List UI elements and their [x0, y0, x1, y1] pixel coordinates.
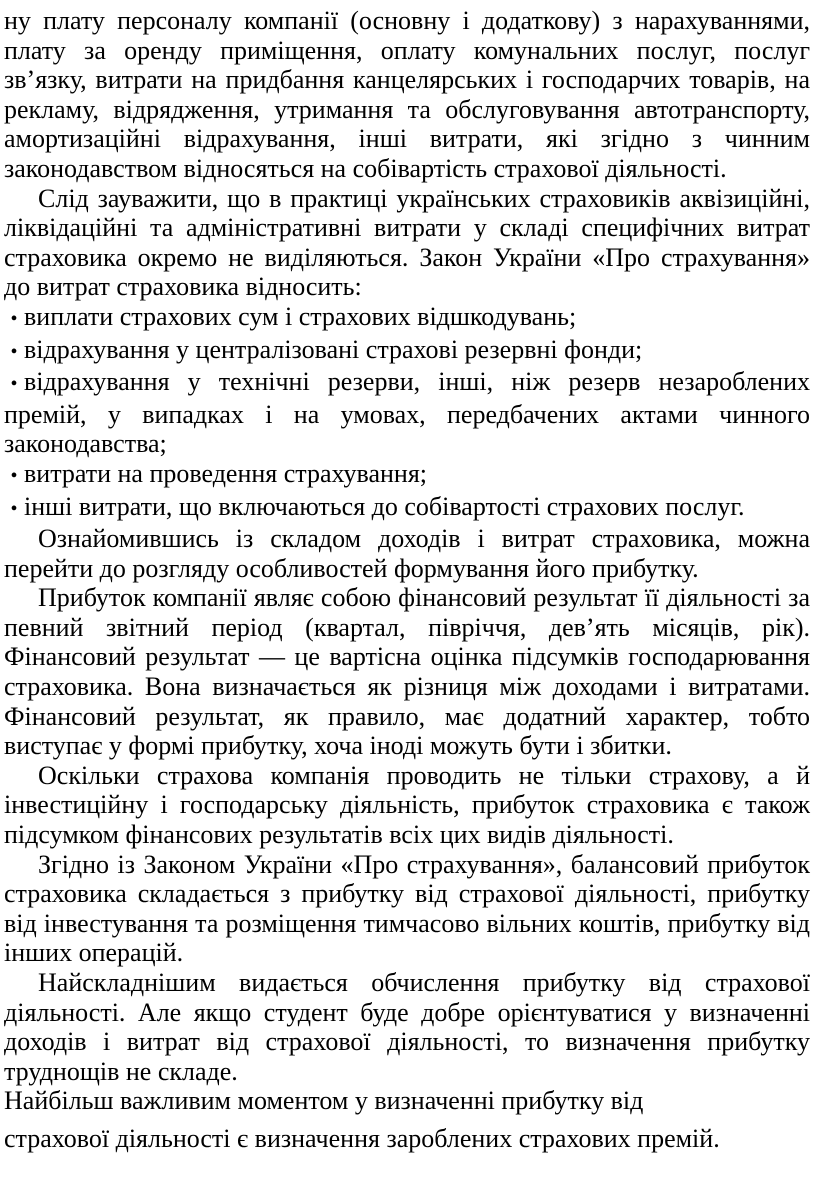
paragraph-profit-definition: Прибуток компанії являє собою фінансовий результат її діяльності за певний звітний період (квартал, півріччя, дев’ять місяців, рік). Фінансовий результат — це вартісна оцінка підсумків господарювання страховика. Вона визначається як різниця між доходами і витратами. Фінансовий результат, як правило, має додатний характер, тобто виступає у формі прибутку, хоча іноді можуть бути і збитки.: [4, 583, 810, 761]
paragraph-insurance-profit-calculation: Найскладнішим видається обчислення прибутку від страхової діяльності. Але якщо студент буде добре орієнтуватися у визначенні доходів і витрат від страхової діяльності, то визначення прибутку труднощів не складе.: [4, 968, 810, 1086]
paragraph-insurer-expenses-intro: Слід зауважити, що в практиці українських страховиків аквізиційні, ліквідаційні та адміністративні витрати у складі специфічних витрат страховика окремо не виділяються. Закон України «Про страхування» до витрат страховика відносить:: [4, 183, 810, 302]
paragraph-costs-continuation: ну плату персоналу компанії (основну і додаткову) з нарахуваннями, плату за оренду приміщення, оплату комунальних послуг, послуг зв’язку, витрати на придбання канцелярських і господарчих товарів, на рекламу, відрядження, утримання та обслуговування автотранспорту, амортизаційні відрахування, інші витрати, які згідно з чинним законодавством відносяться на собівартість страхової діяльності.: [4, 6, 810, 183]
insurer-expenses-list: [4, 302, 810, 524]
paragraph-balance-profit: Згідно із Законом України «Про страхування», балансовий прибуток страховика складається з прибутку від страхової діяльності, прибутку від інвестування та розміщення тимчасово вільних коштів, прибутку від інших операцій.: [4, 849, 810, 968]
bullet-icon: •: [10, 340, 18, 363]
paragraph-profit-transition: Ознайомившись із складом доходів і витрат страховика, можна перейти до розгляду особливостей формування його прибутку.: [4, 524, 810, 583]
bullet-icon: •: [10, 307, 18, 330]
bullet-icon: •: [10, 373, 18, 396]
list-item-insurance-costs: [4, 459, 810, 492]
list-item-text: відрахування у технічні резерви, інші, ніж резерв незароблених премій, у випадках і на умовах, передбачених актами чинного законодавства;: [4, 367, 810, 459]
list-item-text: відрахування у централізовані страхові резервні фонди;: [24, 334, 643, 364]
bullet-icon: •: [10, 464, 18, 487]
list-item-text: інші витрати, що включаються до собівартості страхових послуг.: [24, 491, 745, 521]
list-item-text: виплати страхових сум і страхових відшкодувань;: [24, 301, 577, 331]
list-item-technical-reserves: [4, 367, 810, 459]
list-item-payments: [4, 302, 810, 335]
paragraph-activity-results: Оскільки страхова компанія проводить не тільки страхову, а й інвестиційну і господарську діяльність, прибуток страховика є також підсумком фінансових результатів всіх цих видів діяльності.: [4, 760, 810, 850]
list-item-central-reserve-funds: [4, 335, 810, 368]
list-item-other-costs: [4, 492, 810, 525]
list-item-text: витрати на проведення страхування;: [24, 458, 428, 488]
paragraph-earned-premiums-line-1: Найбільш важливим моментом у визначенні прибутку від: [4, 1086, 644, 1116]
paragraph-earned-premiums-line-2: страхової діяльності є визначення зароблених страхових премій.: [4, 1123, 720, 1153]
bullet-icon: •: [10, 497, 18, 520]
